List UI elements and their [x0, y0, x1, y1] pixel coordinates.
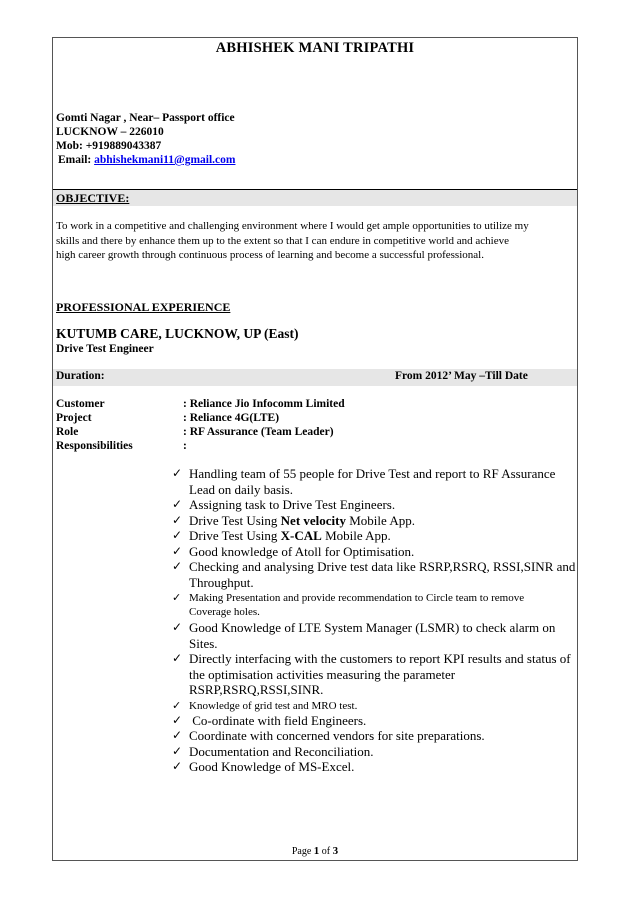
checkmark-icon: ✓	[172, 651, 183, 665]
email-row	[58, 153, 235, 167]
checkmark-icon: ✓	[172, 543, 183, 558]
experience-title: PROFESSIONAL EXPERIENCE	[56, 300, 231, 314]
checkmark-icon: ✓	[172, 528, 183, 542]
detail-key-responsibilities: Responsibilities	[56, 440, 133, 452]
duration-label: Duration:	[56, 370, 105, 382]
checkmark-icon: ✓	[172, 728, 183, 742]
detail-value-project: : Reliance 4G(LTE)	[183, 412, 280, 424]
page-footer	[52, 845, 578, 857]
checkmark-icon: ✓	[172, 743, 183, 758]
list-item-text: Assigning task to Drive Test Engineers.	[189, 497, 396, 512]
list-item-text: Documentation and Reconciliation.	[189, 743, 374, 759]
checkmark-icon: ✓	[172, 512, 183, 527]
checkmark-icon: ✓	[172, 759, 183, 773]
list-item	[172, 559, 577, 590]
checkmark-icon: ✓	[172, 466, 183, 480]
detail-key-project: Project	[56, 412, 92, 424]
list-item-text: Good knowledge of Atoll for Optimisation.	[189, 543, 415, 559]
detail-key-customer: Customer	[56, 398, 105, 410]
email-label: Email:	[58, 154, 92, 166]
checkmark-icon: ✓	[172, 620, 183, 634]
list-item	[172, 497, 577, 513]
objective-line: high career growth through continuous process of learning and become a successful professional.	[56, 249, 484, 261]
objective-bar	[53, 190, 577, 206]
mobile-number: Mob: +919889043387	[56, 140, 162, 152]
list-item	[172, 528, 577, 544]
checkmark-icon: ✓	[172, 591, 182, 604]
list-item-text: RSRP,RSRQ,RSSI,SINR.	[189, 682, 324, 697]
list-item-text: Knowledge of grid test and MRO test.	[189, 699, 358, 712]
checkmark-icon: ✓	[172, 497, 183, 511]
detail-value-role: : RF Assurance (Team Leader)	[183, 426, 334, 438]
list-item-text: the optimisation activities measuring the parameter	[189, 666, 456, 682]
list-item-text: Lead on daily basis.	[189, 481, 293, 497]
list-item-text: Co-ordinate with field Engineers.	[189, 712, 367, 728]
list-item-text: Throughput.	[189, 574, 254, 590]
responsibilities-list	[172, 466, 577, 775]
address-line-2: LUCKNOW – 226010	[56, 126, 164, 138]
list-item-text: Sites.	[189, 635, 218, 651]
list-item-text: Checking and analysing Drive test data like RSRP,RSRQ, RSSI,SINR and	[189, 559, 576, 574]
detail-value-customer: : Reliance Jio Infocomm Limited	[183, 398, 345, 410]
list-item-text: Good Knowledge of MS-Excel.	[189, 759, 355, 774]
list-item-text: Good Knowledge of LTE System Manager (LSMR) to check alarm on	[189, 620, 556, 635]
footer-page-total: 3	[332, 845, 339, 857]
list-item	[172, 728, 577, 744]
objective-text	[56, 219, 576, 263]
address-line-1: Gomti Nagar , Near– Passport office	[56, 112, 235, 124]
footer-of-word: of	[321, 846, 331, 857]
list-item	[172, 713, 577, 729]
list-item-text: Drive Test Using Net velocity Mobile App.	[189, 512, 415, 528]
list-item-text: Directly interfacing with the customers to report KPI results and status of	[189, 651, 571, 666]
list-item	[172, 759, 577, 775]
checkmark-icon: ✓	[172, 559, 183, 573]
list-item	[172, 699, 577, 713]
objective-line: skills and there by enhance them up to the extent so that I can endure in competitive world and achieve	[56, 234, 509, 247]
list-item	[172, 651, 577, 698]
checkmark-icon: ✓	[172, 712, 183, 727]
list-item	[172, 620, 577, 651]
position-title: Drive Test Engineer	[56, 343, 154, 355]
list-item	[172, 744, 577, 760]
footer-page-word: Page	[291, 846, 312, 857]
list-item-text: Coverage holes.	[189, 606, 260, 618]
email-link[interactable]: abhishekmani11@gmail.com	[94, 154, 236, 166]
list-item-text: Coordinate with concerned vendors for site preparations.	[189, 728, 485, 743]
resume-name: ABHISHEK MANI TRIPATHI	[215, 40, 415, 56]
company-name: KUTUMB CARE, LUCKNOW, UP (East)	[56, 326, 299, 341]
detail-key-role: Role	[56, 426, 79, 438]
checkmark-icon: ✓	[172, 698, 182, 712]
list-item-text: Handling team of 55 people for Drive Test and report to RF Assurance	[189, 466, 556, 481]
emphasis: Net velocity	[280, 512, 346, 528]
footer-page-number: 1	[313, 845, 320, 857]
objective-title: OBJECTIVE:	[56, 191, 130, 205]
list-item	[172, 513, 577, 529]
objective-line: To work in a competitive and challenging environment where I would get ample opportunities to utilize my	[56, 220, 529, 232]
list-item	[172, 544, 577, 560]
duration-value: From 2012’ May –Till Date	[395, 370, 528, 382]
list-item-text: Making Presentation and provide recommendation to Circle team to remove	[189, 592, 525, 604]
list-item	[172, 591, 577, 619]
list-item	[172, 466, 577, 497]
detail-value-responsibilities: :	[183, 440, 187, 452]
list-item-text: Drive Test Using X-CAL Mobile App.	[189, 528, 391, 543]
emphasis: X-CAL	[280, 528, 322, 543]
